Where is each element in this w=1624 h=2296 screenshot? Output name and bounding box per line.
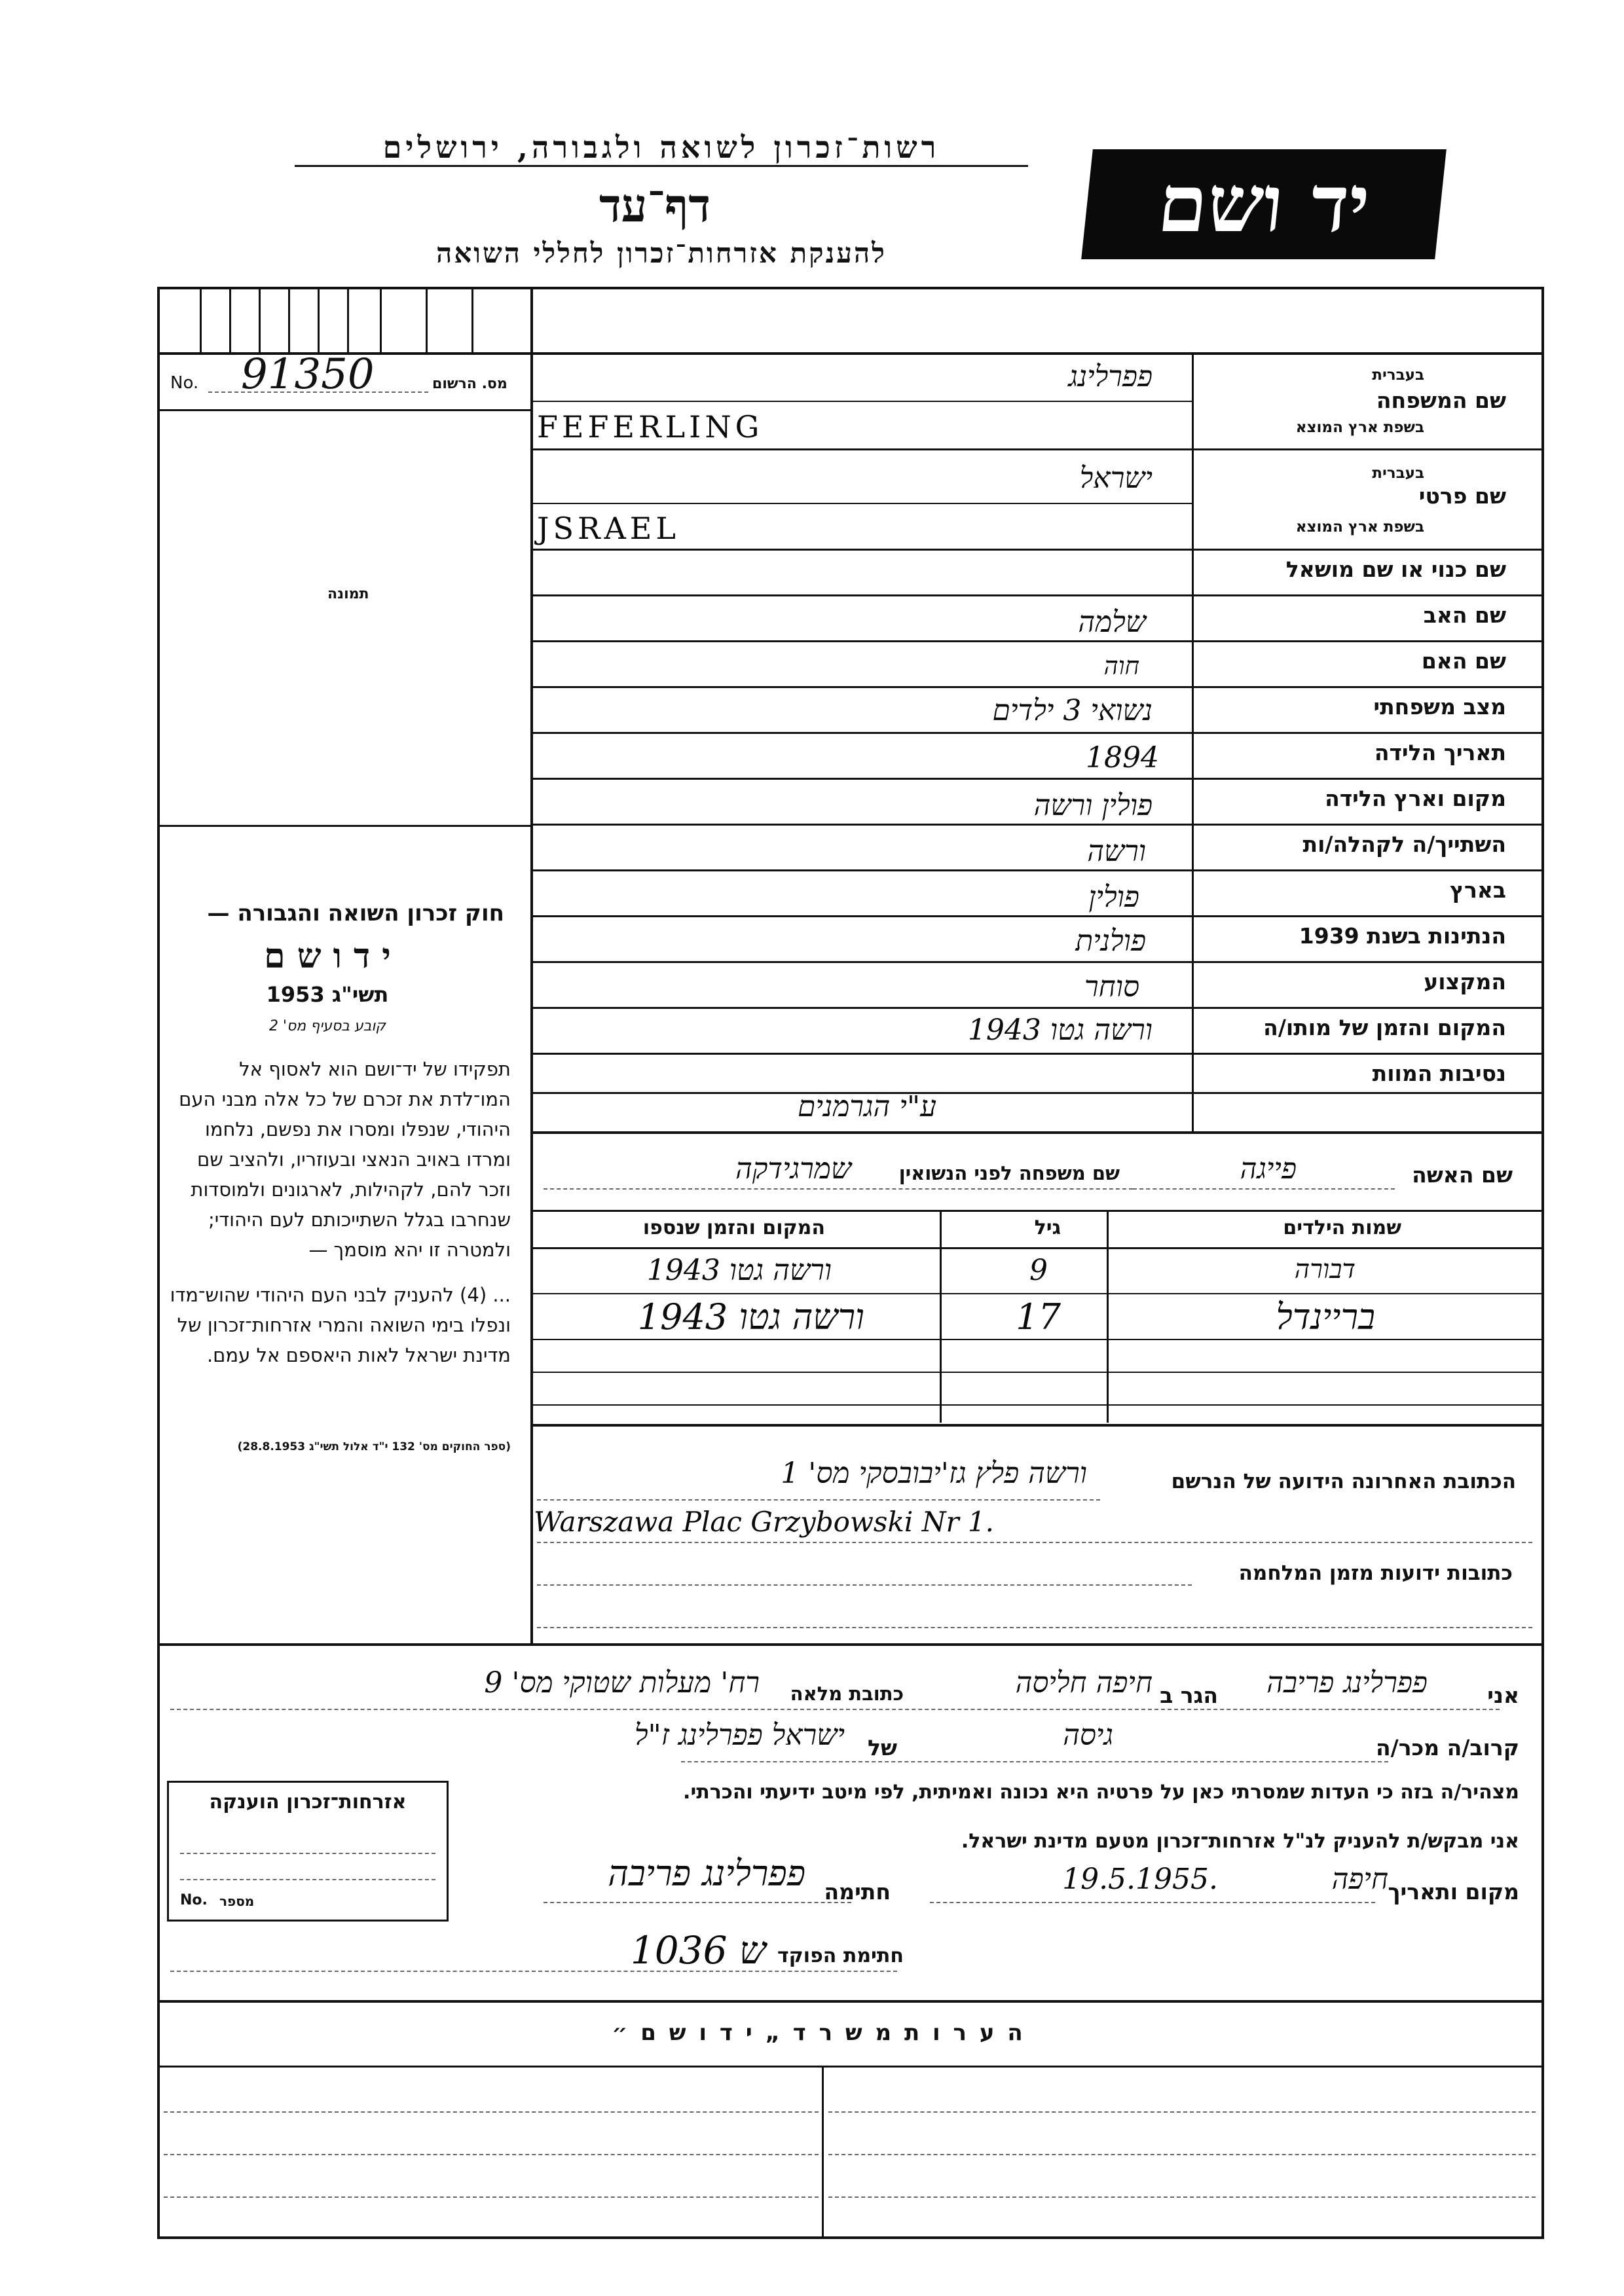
section-line [157, 2000, 1544, 2003]
children-row-line [530, 1372, 1544, 1373]
value-community: ורשה [1087, 835, 1146, 868]
decl-date: 19.5.1955. [1062, 1863, 1218, 1896]
decl-signature-label: חתימה [824, 1879, 891, 1904]
address-line [537, 1542, 1532, 1543]
child-age: 9 [1029, 1254, 1048, 1287]
value-death-place-time: ורשה גטו 1943 [967, 1013, 1153, 1047]
label-war-addresses: כתובות ידועות מזמן המלחמה [1238, 1561, 1513, 1585]
child-name: בריינדל [1276, 1296, 1375, 1338]
decl-of-name: ישראל פפרלינג ז"ל [634, 1719, 845, 1752]
value-first-name-hebrew: ישראל [1079, 462, 1153, 495]
label-in-hebrew: בעברית [1372, 367, 1424, 384]
row-line [530, 1053, 1544, 1055]
law-title: חוק זכרון השואה והגבורה — [207, 900, 504, 926]
decl-line [544, 1902, 851, 1903]
label-nickname: שם כנוי או שם מושאל [1285, 556, 1506, 582]
value-profession: סוחר [1084, 970, 1139, 1004]
decl-statement-1: מצהיר/ה בזה כי העדות שמסרתי כאן על פרטיה היא נכונה ואמיתית, לפי מיטב ידיעתי והכרתי. [683, 1781, 1519, 1804]
decl-line [930, 1902, 1375, 1903]
decl-relation-label: קרוב/ה מכר/ה [1376, 1735, 1519, 1760]
value-first-name-latin: JSRAEL [537, 511, 680, 546]
wife-line [1133, 1188, 1395, 1190]
children-row-line [530, 1293, 1544, 1294]
value-family-name-hebrew: פפרלינג [1068, 360, 1153, 393]
label-father: שם האב [1423, 602, 1506, 628]
row-line [530, 824, 1544, 826]
row-line [530, 1131, 1544, 1134]
children-row-line [530, 1404, 1544, 1406]
row-line [530, 686, 1544, 688]
child-name: דבורה [1294, 1254, 1356, 1285]
label-mother: שם האם [1421, 648, 1506, 674]
decl-place: חיפה [1331, 1863, 1388, 1896]
children-col-divider [1107, 1210, 1109, 1423]
remarks-row [164, 2196, 819, 2198]
remarks-line [157, 2066, 1544, 2068]
decl-of: של [868, 1735, 897, 1760]
registry-no-hebrew-label: מס. הרשום [432, 376, 507, 392]
maiden-line [544, 1188, 1133, 1190]
decl-line [681, 1761, 1388, 1762]
digit-box-divider [229, 287, 231, 352]
authority-line: רשות־זכרון לשואה ולגבורה, ירושלים [295, 130, 1028, 167]
decl-officer-label: חתימת הפוקד [777, 1944, 904, 1967]
decl-line [170, 1709, 1500, 1710]
row-line [530, 594, 1544, 596]
digit-box-divider [200, 287, 202, 352]
decl-place-date-label: מקום ותאריך [1388, 1879, 1519, 1904]
child-place: ורשה גטו 1943 [637, 1296, 864, 1338]
value-birth-place: פולין ורשה [1033, 789, 1153, 822]
value-family-name-latin: FEFERLING [537, 409, 764, 445]
value-father: שלמה [1078, 606, 1146, 639]
child-age: 17 [1016, 1296, 1061, 1338]
decl-name: פפרלינג פריבה [1266, 1666, 1428, 1700]
label-death-circumstances: נסיבות המוות [1372, 1061, 1506, 1086]
remarks-divider [822, 2066, 824, 2239]
certificate-no-label: No. [180, 1892, 208, 1908]
certificate-line [180, 1853, 435, 1854]
yad-vashem-logo: יד ושם [1081, 149, 1447, 259]
digit-box-divider [471, 287, 473, 352]
decl-city: חיפה חליסה [1015, 1666, 1153, 1700]
decl-line [170, 1971, 897, 1972]
certificate-title: אזרחות־זכרון הוענקה [209, 1791, 407, 1813]
row-line [530, 961, 1544, 963]
value-citizenship: פולנית [1075, 924, 1146, 958]
row-line [530, 640, 1544, 642]
value-mother: חוה [1103, 651, 1139, 680]
form-subtitle: להענקת אזרחות־זכרון לחללי השואה [436, 237, 887, 269]
label-origin-lang: בשפת ארץ המוצא [1295, 419, 1424, 436]
value-death-circumstances: ע"י הגרמנים [798, 1090, 936, 1123]
decl-resides: הגר ב [1160, 1683, 1218, 1708]
law-paragraph-2: ... (4) להעניק לבני העם היהודי שהוש־מדו ונפלו בימי השואה והמרי אזרחות־זכרון של מדינת ישראל לאות היאספם אל עמם. [170, 1284, 511, 1366]
row-line [530, 778, 1544, 780]
label-first-name: שם פרטי [1418, 483, 1506, 509]
law-name: י ד ו ש ם [264, 936, 391, 976]
value-birth-date: 1894 [1086, 741, 1159, 774]
row-line [530, 915, 1544, 917]
label-death-place-time: המקום והזמן של מותו/ה [1263, 1015, 1506, 1040]
label-birth-date: תאריך הלידה [1374, 740, 1506, 765]
digit-box-divider [347, 287, 349, 352]
label-citizenship: הנתינות בשנת 1939 [1299, 923, 1506, 949]
value-last-address-latin: Warszawa Plac Grzybowski Nr 1. [534, 1506, 994, 1538]
row-line [530, 448, 1544, 450]
value-maiden-name: שמרגידקה [735, 1152, 851, 1186]
label-origin-lang: בשפת ארץ המוצא [1295, 519, 1424, 536]
office-remarks-title: ה ע ר ו ת מ ש ר ד „ י ד ו ש ם ״ [612, 2020, 1025, 2046]
row-line [530, 1424, 1544, 1427]
row-line [530, 1092, 1544, 1094]
label-wife: שם האשה [1412, 1162, 1513, 1188]
certificate-mispar: מספר [219, 1893, 255, 1909]
row-line [530, 869, 1544, 871]
decl-street: רח' מעלות שטוקי מס' 9 [484, 1666, 760, 1700]
remarks-row [828, 2196, 1536, 2198]
digit-box-divider [259, 287, 261, 352]
label-age: גיל [1034, 1216, 1061, 1239]
decl-full-address-label: כתובת מלאה [790, 1683, 904, 1705]
children-col-divider [940, 1210, 942, 1423]
address-line [537, 1627, 1532, 1628]
decl-statement-2: אני מבקש/ת להעניק לנ"ל אזרחות־זכרון מטעם מדינת ישראל. [961, 1830, 1519, 1853]
digit-box-divider [288, 287, 290, 352]
law-clause: קובע בסעיף מס' 2 [268, 1018, 386, 1034]
address-line [537, 1499, 1100, 1501]
label-in-hebrew: בעברית [1372, 465, 1424, 482]
row-line [530, 1007, 1544, 1009]
digit-box-divider [318, 287, 320, 352]
address-line [537, 1584, 1192, 1586]
label-community: השתייך/ה לקהלה/ות [1302, 831, 1506, 857]
value-marital: נשואי 3 ילדים [992, 694, 1153, 727]
label-column-divider [1192, 352, 1194, 1131]
column-divider [530, 287, 533, 1643]
photo-label: תמונה [327, 586, 369, 602]
decl-signature: פפרלינג פריבה [608, 1853, 805, 1894]
label-place-time-died: המקום והזמן שנספו [642, 1216, 825, 1239]
digit-box-divider [426, 287, 428, 352]
decl-ani: אני [1487, 1683, 1519, 1708]
registry-bottom-line [157, 409, 530, 411]
label-country: בארץ [1450, 877, 1506, 903]
decl-officer-signature: 1036 ש [630, 1928, 766, 1973]
certificate-line [180, 1879, 435, 1880]
row-line [530, 503, 1192, 504]
remarks-row [828, 2111, 1536, 2113]
label-children-names: שמות הילדים [1283, 1216, 1401, 1239]
law-paragraph-1: תפקידו של יד־ושם הוא לאסוף אל המו־לדת את זכרם של כל אלה מבני העם היהודי, שנפלו ומסרו את נפשם, נלחמו ומרדו באויב הנאצי ובעוזריו, ולהציב שם וזכר להם, לקהילות, לארגונים ולמוסדות שנחרבו בגלל השתייכותם לעם היהודי; ולמטרה זו יהא מוסמך — [179, 1058, 511, 1261]
row-line [530, 732, 1544, 734]
section-line [157, 1643, 1544, 1646]
remarks-row [828, 2154, 1536, 2155]
remarks-row [164, 2111, 819, 2113]
label-marital: מצב משפחתי [1373, 694, 1506, 720]
decl-relation: גיסה [1063, 1719, 1113, 1752]
label-maiden-name: שם משפחה לפני הנשואין [898, 1162, 1120, 1184]
value-country: פולין [1088, 881, 1139, 914]
value-wife: פייגה [1240, 1152, 1297, 1186]
child-place: ורשה גטו 1943 [646, 1254, 832, 1287]
law-source: (ספר החוקים מס' 132 י"ד אלול תשי"ג 28.8.1953) [237, 1440, 511, 1453]
label-family-name: שם המשפחה [1376, 388, 1506, 413]
row-line [530, 1210, 1544, 1212]
value-last-address-hebrew: ורשה פלץ גז'יבובסקי מס' 1 [781, 1457, 1087, 1490]
registry-no-value: 91350 [241, 350, 375, 399]
law-year: תשי"ג 1953 [266, 982, 389, 1007]
children-header-line [530, 1247, 1544, 1249]
label-profession: המקצוע [1424, 969, 1506, 994]
children-row-line [530, 1339, 1544, 1340]
remarks-row [164, 2154, 819, 2155]
form-title: דף־עד [599, 178, 710, 232]
label-birth-place: מקום וארץ הלידה [1325, 786, 1506, 811]
digit-box-divider [380, 287, 382, 352]
row-line [530, 401, 1192, 402]
photo-bottom-line [157, 825, 530, 827]
row-line [530, 549, 1544, 551]
label-last-address: הכתובת האחרונה הידועה של הנרשם [1171, 1470, 1516, 1493]
registry-no-label: No. [170, 373, 199, 393]
